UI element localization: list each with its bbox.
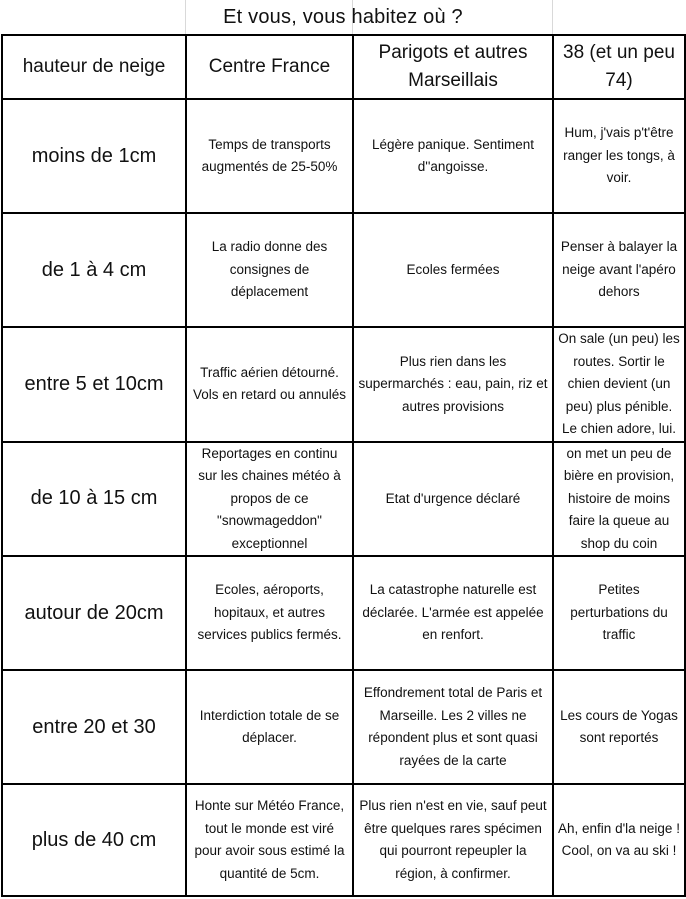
- cell-isere: On sale (un peu) les routes. Sortir le chien devient (un peu) plus pénible. Le chien adore, lui.: [553, 327, 685, 442]
- cell-centre: Ecoles, aéroports, hopitaux, et autres services publics fermés.: [186, 556, 353, 670]
- row-label: autour de 20cm: [2, 556, 186, 670]
- cell-centre: La radio donne des consignes de déplacement: [186, 213, 353, 327]
- header-row: [2, 35, 685, 99]
- cell-paris: Etat d'urgence déclaré: [353, 442, 553, 557]
- table-row: [2, 442, 685, 557]
- row-label: entre 5 et 10cm: [2, 327, 186, 442]
- table-row: [2, 784, 685, 896]
- header-snow-height: hauteur de neige: [2, 35, 186, 99]
- cell-centre: Honte sur Météo France, tout le monde est viré pour avoir sous estimé la quantité de 5cm.: [186, 784, 353, 896]
- cell-centre: Traffic aérien détourné. Vols en retard ou annulés: [186, 327, 353, 442]
- cell-paris: La catastrophe naturelle est déclarée. L'armée est appelée en renfort.: [353, 556, 553, 670]
- row-label: plus de 40 cm: [2, 784, 186, 896]
- cell-isere: Hum, j'vais p't'être ranger les tongs, à voir.: [553, 99, 685, 213]
- snow-table: [1, 34, 686, 897]
- header-38-74: 38 (et un peu 74): [553, 35, 685, 99]
- cell-paris: Ecoles fermées: [353, 213, 553, 327]
- table-row: [2, 670, 685, 784]
- header-centre-france: Centre France: [186, 35, 353, 99]
- cell-isere: Les cours de Yogas sont reportés: [553, 670, 685, 784]
- table-row: [2, 556, 685, 670]
- page-title: Et vous, vous habitez où ?: [223, 5, 463, 28]
- cell-paris: Effondrement total de Paris et Marseille. Les 2 villes ne répondent plus et sont quasi rayées de la carte: [353, 670, 553, 784]
- table-row: [2, 327, 685, 442]
- cell-isere: on met un peu de bière en provision, histoire de moins faire la queue au shop du coin: [553, 442, 685, 557]
- row-label: moins de 1cm: [2, 99, 186, 213]
- cell-centre: Reportages en continu sur les chaines météo à propos de ce "snowmageddon" exceptionnel: [186, 442, 353, 557]
- row-label: de 1 à 4 cm: [2, 213, 186, 327]
- cell-centre: Temps de transports augmentés de 25-50%: [186, 99, 353, 213]
- row-label: entre 20 et 30: [2, 670, 186, 784]
- header-parigots-marseillais: Parigots et autres Marseillais: [353, 35, 553, 99]
- row-label: de 10 à 15 cm: [2, 442, 186, 557]
- table-row: [2, 99, 685, 213]
- cell-isere: Penser à balayer la neige avant l'apéro dehors: [553, 213, 685, 327]
- cell-paris: Légère panique. Sentiment d''angoisse.: [353, 99, 553, 213]
- cell-paris: Plus rien dans les supermarchés : eau, pain, riz et autres provisions: [353, 327, 553, 442]
- cell-isere: Ah, enfin d'la neige ! Cool, on va au ski !: [553, 784, 685, 896]
- cell-centre: Interdiction totale de se déplacer.: [186, 670, 353, 784]
- cell-paris: Plus rien n'est en vie, sauf peut être quelques rares spécimen qui pourront repeupler la région, à confirmer.: [353, 784, 553, 896]
- cell-isere: Petites perturbations du traffic: [553, 556, 685, 670]
- table-row: [2, 213, 685, 327]
